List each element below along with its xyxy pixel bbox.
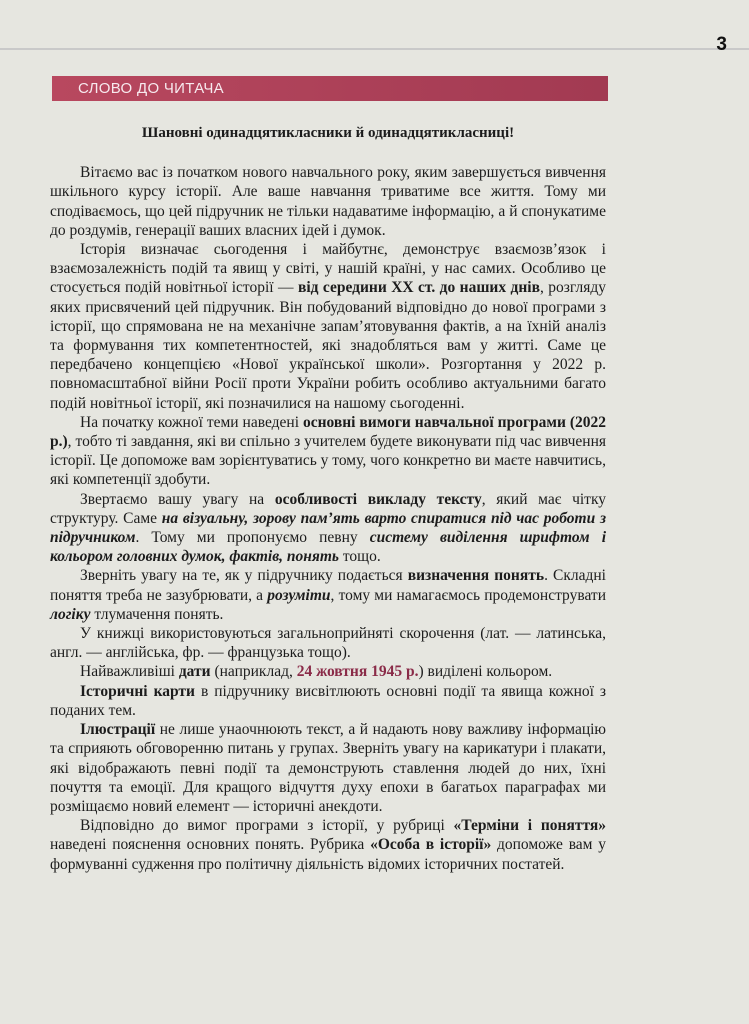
bold-period: від середини XX ст. до наших днів	[297, 279, 540, 297]
greeting-heading: Шановні одинадцятикласники й одинадцятикласниці!	[141, 125, 515, 141]
text: не лише унаочнюють текст, а й надають нову важливу інформацію та сприяють обговоренню питань у групах. Зверніть увагу на карикатури і плакати, які відображають певні події та демонструють ставлення людей до них, їхні почуття та емоції. Для кращого відчуття духу епохи в багатьох параграфах ми розміщаємо новий елемент — історичні анекдоти.	[50, 721, 606, 815]
bold-illustrations: Ілюстрації	[80, 721, 156, 739]
bold-text-features: особливості викладу тексту	[274, 490, 482, 508]
bold-italic-highlight-system: систему виділення шрифтом і кольором головних думок, фактів, понять	[50, 529, 606, 566]
paragraph-history	[50, 240, 606, 413]
text: тлумачення понять.	[90, 605, 224, 623]
bold-dates: дати	[178, 663, 211, 681]
article-body	[50, 124, 606, 874]
highlighted-date: 24 жовтня 1945 р.	[296, 663, 419, 681]
text: На початку кожної теми наведені	[80, 413, 303, 431]
section-banner: СЛОВО ДО ЧИТАЧА	[52, 76, 608, 101]
paragraph-rubrics	[50, 816, 606, 874]
paragraph-illustrations	[50, 720, 606, 816]
bold-definitions: визначення понять	[407, 567, 545, 585]
text: У книжці використовуються загальноприйняті скорочення (лат. — латинська, англ. — англійська, фр. — французька тощо).	[50, 625, 606, 662]
text: , розгляду яких присвячений цей підручник. Він побудований відповідно до нової програми з історії, що спрямована не на механічне запам’ятовування фактів, а на їхній аналіз та формування тих компетентностей, які знадобляться вам у житті. Саме це передбачено концепцією «Нової української школи». Розгортання у 2022 р. повномасштабної війни Росії проти України робить особливо актуальними багато подій новітньої історії, які позначилися на нашому сьогоденні.	[50, 279, 606, 412]
paragraph-maps	[50, 682, 606, 720]
text: Зверніть увагу на те, як у підручнику подається	[80, 567, 408, 585]
bold-italic-logic: логіку	[50, 605, 91, 623]
text: (наприклад,	[210, 663, 297, 681]
text: . Тому ми пропонуємо певну	[135, 529, 370, 547]
paragraph-abbreviations	[50, 624, 606, 662]
bold-maps: Історичні карти	[80, 682, 195, 700]
text: Відповідно до вимог програми з історії, у рубриці	[80, 817, 454, 835]
paragraph-text-structure	[50, 490, 606, 567]
bold-requirements: основні вимоги навчальної програми (2022 р.)	[50, 413, 606, 451]
paragraph-requirements	[50, 413, 606, 490]
paragraph-definitions	[50, 566, 606, 624]
paragraph-dates	[50, 662, 606, 681]
top-rule	[0, 0, 749, 50]
bold-rubric-terms: «Терміни і поняття»	[453, 817, 606, 835]
bold-rubric-person: «Особа в історії»	[370, 836, 492, 854]
text: наведені пояснення основних понять. Рубрика	[50, 836, 371, 854]
text: , тому ми намагаємось продемонструвати	[330, 586, 607, 604]
text: Вітаємо вас із початком нового навчального року, яким завершується вивчення шкільного курсу історії. Але ваше навчання триватиме все життя. Тому ми сподіваємось, що цей підручник не тільки надаватиме інформацію, а й спонукатиме до роздумів, генерації ваших власних ідей і думок.	[50, 164, 606, 239]
text: Історія визначає сьогодення і майбутнє, демонструє взаємозв’язок і взаємозалежність подій та явищ у світі, у нашій країні, у нас самих. Особливо це стосується подій новітньої історії —	[50, 241, 606, 297]
bold-italic-visual-memory: на візуальну, зорову пам’ять варто спиратися під час роботи з підручником	[50, 509, 606, 547]
bold-italic-understand: розуміти	[267, 586, 331, 604]
text: Найважливіші	[80, 663, 179, 681]
text: тощо.	[338, 548, 381, 566]
text: в підручнику висвітлюють основні події та явища кожної з поданих тем.	[50, 682, 607, 719]
paragraph-intro	[50, 163, 606, 240]
text: Звертаємо вашу увагу на	[80, 490, 275, 508]
text: допоможе вам у формуванні судження про політичну діяльність відомих історичних постатей.	[50, 836, 607, 873]
text: ) виділені кольором.	[418, 663, 553, 681]
text: . Складні поняття треба не зазубрювати, а	[50, 567, 606, 604]
text: , тобто ті завдання, які ви спільно з учителем будете виконувати під час вивчення історії. Це допоможе вам зорієнтуватись у тому, чого конкретно ви маєте навчитись, які компетенції здобути.	[50, 433, 606, 489]
text: , який має чітку структуру. Саме	[50, 490, 607, 527]
page-number: 3	[716, 34, 727, 55]
